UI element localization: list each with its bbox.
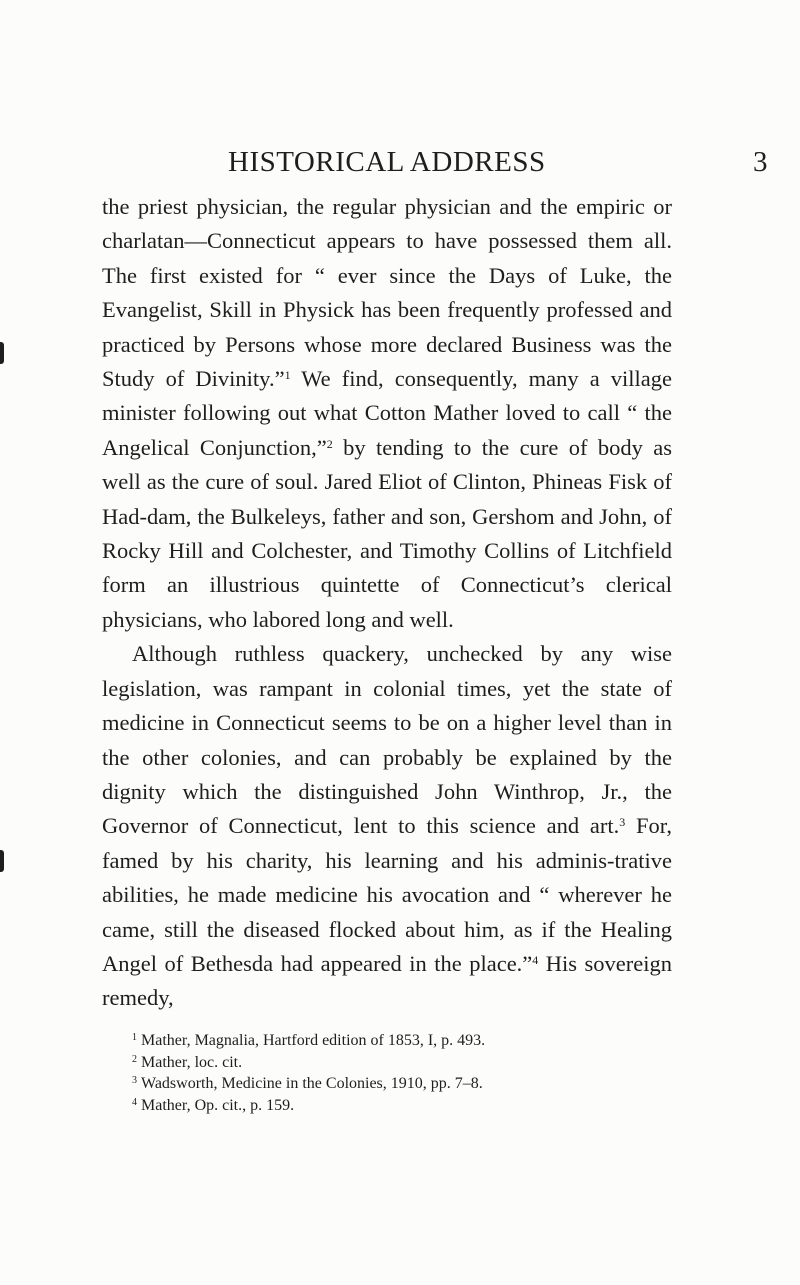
footnote bbox=[132, 1052, 692, 1074]
page-number: 3 bbox=[753, 146, 768, 178]
paragraph-text: His sovereign remedy, bbox=[102, 950, 672, 1011]
body-text bbox=[102, 190, 672, 1016]
footnote-marker: 1 bbox=[132, 1032, 137, 1043]
paragraph-text: For, famed by his charity, his learning and his adminis-trative abilities, he made medicine his avocation and “ wherever he came, still the diseased flocked about him, as if the Healing Angel of Bethesda had appeared in the place.” bbox=[102, 813, 672, 976]
paragraph-text: Although ruthless quackery, unchecked by any wise legislation, was rampant in colonial times, yet the state of medicine in Connecticut seems to be on a higher level than in the other colonies, and can probably be explained by the dignity which the distinguished John Winthrop, Jr., the Governor of Connecticut, lent to this science and art. bbox=[102, 641, 672, 839]
paragraph-text: by tending to the cure of body as well as the cure of soul. Jared Eliot of Clinton, Phineas Fisk of Had-dam, the Bulkeleys, father and son, Gershom and John, of Rocky Hill and Colchester, and Timothy Collins of Litchfield form an illustrious quintette of Connecticut’s clerical physicians, who labored long and well. bbox=[102, 434, 672, 632]
page-title: HISTORICAL ADDRESS bbox=[228, 146, 546, 178]
paragraph bbox=[102, 190, 672, 637]
running-head bbox=[228, 146, 768, 179]
paragraph-text: We find, consequently, many a village minister following out what Cotton Mather loved to call “ the Angelical Conjunction,” bbox=[102, 366, 673, 460]
footnote-marker: 4 bbox=[132, 1096, 137, 1108]
footnote-ref: 2 bbox=[326, 436, 333, 451]
paragraph bbox=[102, 637, 672, 1015]
footnote-marker: 2 bbox=[132, 1053, 137, 1065]
footnote-text: Wadsworth, Medicine in the Colonies, 1910, pp. 7–8. bbox=[141, 1075, 483, 1093]
footnote bbox=[132, 1095, 692, 1117]
footnote-ref: 1 bbox=[284, 368, 291, 383]
footnote-text: Mather, Op. cit., p. 159. bbox=[141, 1096, 295, 1114]
footnote bbox=[132, 1073, 692, 1095]
footnote bbox=[132, 1030, 692, 1052]
footnote-text: Mather, loc. cit. bbox=[141, 1053, 243, 1071]
footnote-marker: 3 bbox=[132, 1075, 137, 1087]
binding-mark-upper bbox=[0, 342, 4, 364]
binding-mark-lower bbox=[0, 850, 4, 872]
footnotes bbox=[132, 1030, 692, 1116]
paragraph-text: the priest physician, the regular physician and the empiric or charlatan—Connecticut appears to have possessed them all. The first existed for “ ever since the Days of Luke, the Evangelist, Skill in Physick has been frequently professed and practiced by Persons whose more declared Business was the Study of Divinity.” bbox=[102, 194, 672, 392]
footnote-ref: 3 bbox=[619, 815, 626, 830]
footnote-text: Mather, Magnalia, Hartford edition of 1853, I, p. 493. bbox=[141, 1032, 486, 1049]
footnote-ref: 4 bbox=[532, 952, 539, 967]
